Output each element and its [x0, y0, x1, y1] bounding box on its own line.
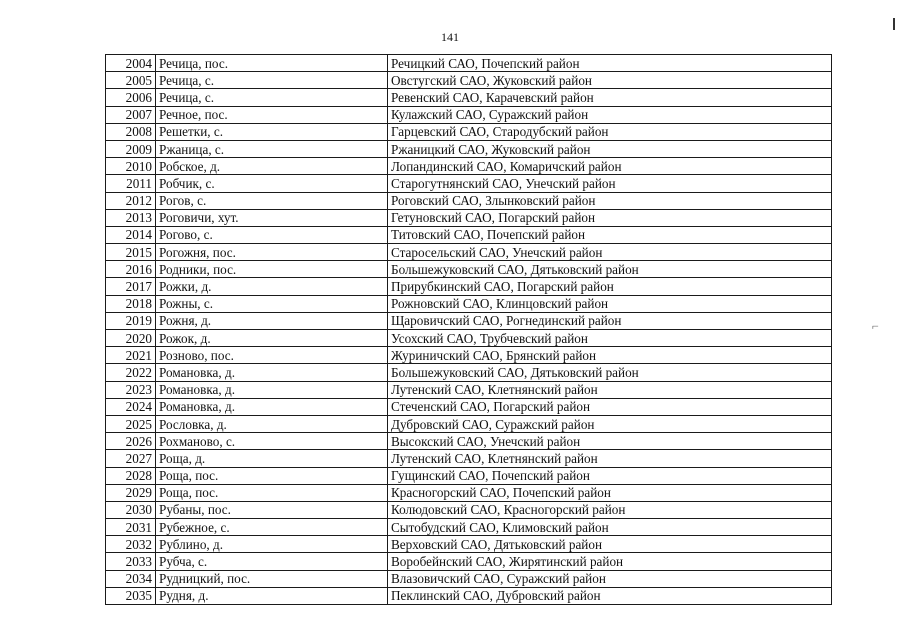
table-row [106, 295, 832, 312]
table-row [106, 398, 832, 415]
row-number-cell: 2008 [106, 123, 156, 140]
row-number-cell: 2013 [106, 209, 156, 226]
table-row [106, 209, 832, 226]
table-row [106, 553, 832, 570]
table-row [106, 175, 832, 192]
settlement-name-cell: Рубаны, пос. [156, 501, 388, 518]
settlement-name-cell: Родники, пос. [156, 261, 388, 278]
admin-unit-cell: Пеклинский САО, Дубровский район [388, 587, 832, 604]
admin-unit-cell: Старогутнянский САО, Унечский район [388, 175, 832, 192]
table-row [106, 55, 832, 72]
admin-unit-cell: Овстугский САО, Жуковский район [388, 72, 832, 89]
settlement-name-cell: Рубежное, с. [156, 519, 388, 536]
table-row [106, 536, 832, 553]
admin-unit-cell: Роговский САО, Злынковский район [388, 192, 832, 209]
row-number-cell: 2020 [106, 330, 156, 347]
row-number-cell: 2028 [106, 467, 156, 484]
page-number: 141 [441, 30, 459, 44]
settlement-name-cell: Рогово, с. [156, 226, 388, 243]
admin-unit-cell: Лутенский САО, Клетнянский район [388, 450, 832, 467]
row-number-cell: 2017 [106, 278, 156, 295]
admin-unit-cell: Усохский САО, Трубчевский район [388, 330, 832, 347]
admin-unit-cell: Гущинский САО, Почепский район [388, 467, 832, 484]
row-number-cell: 2019 [106, 312, 156, 329]
settlement-name-cell: Рудня, д. [156, 587, 388, 604]
table-row [106, 501, 832, 518]
admin-unit-cell: Гарцевский САО, Стародубский район [388, 123, 832, 140]
row-number-cell: 2022 [106, 364, 156, 381]
table-row [106, 312, 832, 329]
admin-unit-cell: Верховский САО, Дятьковский район [388, 536, 832, 553]
settlement-name-cell: Роговичи, хут. [156, 209, 388, 226]
admin-unit-cell: Щаровичский САО, Рогнединский район [388, 312, 832, 329]
row-number-cell: 2035 [106, 587, 156, 604]
admin-unit-cell: Старосельский САО, Унечский район [388, 244, 832, 261]
admin-unit-cell: Большежуковский САО, Дятьковский район [388, 364, 832, 381]
table-row [106, 570, 832, 587]
settlement-name-cell: Ржаница, с. [156, 140, 388, 157]
row-number-cell: 2029 [106, 484, 156, 501]
settlements-table [105, 54, 832, 605]
admin-unit-cell: Стеченский САО, Погарский район [388, 398, 832, 415]
table-row [106, 72, 832, 89]
table-row [106, 364, 832, 381]
row-number-cell: 2023 [106, 381, 156, 398]
settlement-name-cell: Рублино, д. [156, 536, 388, 553]
settlement-name-cell: Речное, пос. [156, 106, 388, 123]
settlement-name-cell: Рогов, с. [156, 192, 388, 209]
settlement-name-cell: Речица, с. [156, 72, 388, 89]
settlement-name-cell: Речица, с. [156, 89, 388, 106]
row-number-cell: 2027 [106, 450, 156, 467]
settlement-name-cell: Роща, д. [156, 450, 388, 467]
row-number-cell: 2009 [106, 140, 156, 157]
row-number-cell: 2030 [106, 501, 156, 518]
settlement-name-cell: Роща, пос. [156, 467, 388, 484]
table-row [106, 587, 832, 604]
admin-unit-cell: Ревенский САО, Карачевский район [388, 89, 832, 106]
row-number-cell: 2006 [106, 89, 156, 106]
admin-unit-cell: Рожновский САО, Клинцовский район [388, 295, 832, 312]
admin-unit-cell: Влазовичский САО, Суражский район [388, 570, 832, 587]
row-number-cell: 2010 [106, 158, 156, 175]
row-number-cell: 2014 [106, 226, 156, 243]
admin-unit-cell: Высокский САО, Унечский район [388, 433, 832, 450]
row-number-cell: 2012 [106, 192, 156, 209]
table-row [106, 192, 832, 209]
table-row [106, 433, 832, 450]
table-row [106, 519, 832, 536]
table-row [106, 347, 832, 364]
settlement-name-cell: Рожки, д. [156, 278, 388, 295]
row-number-cell: 2004 [106, 55, 156, 72]
settlement-name-cell: Романовка, д. [156, 381, 388, 398]
row-number-cell: 2032 [106, 536, 156, 553]
table-row [106, 106, 832, 123]
settlement-name-cell: Розново, пос. [156, 347, 388, 364]
row-number-cell: 2015 [106, 244, 156, 261]
table-row [106, 415, 832, 432]
row-number-cell: 2025 [106, 415, 156, 432]
row-number-cell: 2024 [106, 398, 156, 415]
table-row [106, 89, 832, 106]
admin-unit-cell: Воробейнский САО, Жирятинский район [388, 553, 832, 570]
row-number-cell: 2033 [106, 553, 156, 570]
settlement-name-cell: Рожок, д. [156, 330, 388, 347]
settlement-name-cell: Робчик, с. [156, 175, 388, 192]
table-row [106, 244, 832, 261]
admin-unit-cell: Красногорский САО, Почепский район [388, 484, 832, 501]
admin-unit-cell: Кулажский САО, Суражский район [388, 106, 832, 123]
settlement-name-cell: Речица, пос. [156, 55, 388, 72]
table-row [106, 261, 832, 278]
admin-unit-cell: Прирубкинский САО, Погарский район [388, 278, 832, 295]
settlement-name-cell: Рубча, с. [156, 553, 388, 570]
row-number-cell: 2005 [106, 72, 156, 89]
admin-unit-cell: Титовский САО, Почепский район [388, 226, 832, 243]
admin-unit-cell: Ржаницкий САО, Жуковский район [388, 140, 832, 157]
table-row [106, 158, 832, 175]
admin-unit-cell: Журиничский САО, Брянский район [388, 347, 832, 364]
admin-unit-cell: Гетуновский САО, Погарский район [388, 209, 832, 226]
margin-mark [893, 18, 895, 30]
table-row [106, 381, 832, 398]
admin-unit-cell: Дубровский САО, Суражский район [388, 415, 832, 432]
margin-hook-mark: ⌐ [872, 319, 879, 333]
settlement-name-cell: Рословка, д. [156, 415, 388, 432]
row-number-cell: 2016 [106, 261, 156, 278]
table-row [106, 330, 832, 347]
settlement-name-cell: Романовка, д. [156, 398, 388, 415]
row-number-cell: 2018 [106, 295, 156, 312]
table-row [106, 140, 832, 157]
admin-unit-cell: Сытобудский САО, Климовский район [388, 519, 832, 536]
admin-unit-cell: Колюдовский САО, Красногорский район [388, 501, 832, 518]
settlement-name-cell: Робское, д. [156, 158, 388, 175]
admin-unit-cell: Речицкий САО, Почепский район [388, 55, 832, 72]
row-number-cell: 2007 [106, 106, 156, 123]
row-number-cell: 2021 [106, 347, 156, 364]
settlement-name-cell: Решетки, с. [156, 123, 388, 140]
row-number-cell: 2031 [106, 519, 156, 536]
row-number-cell: 2026 [106, 433, 156, 450]
settlement-name-cell: Рудницкий, пос. [156, 570, 388, 587]
row-number-cell: 2011 [106, 175, 156, 192]
admin-unit-cell: Большежуковский САО, Дятьковский район [388, 261, 832, 278]
admin-unit-cell: Лопандинский САО, Комаричский район [388, 158, 832, 175]
settlement-name-cell: Романовка, д. [156, 364, 388, 381]
table-row [106, 467, 832, 484]
table-row [106, 278, 832, 295]
settlement-name-cell: Рохманово, с. [156, 433, 388, 450]
settlement-name-cell: Рожны, с. [156, 295, 388, 312]
settlements-table-body [106, 55, 832, 605]
settlement-name-cell: Рогожня, пос. [156, 244, 388, 261]
settlement-name-cell: Рожня, д. [156, 312, 388, 329]
table-row [106, 123, 832, 140]
table-row [106, 226, 832, 243]
settlement-name-cell: Роща, пос. [156, 484, 388, 501]
table-row [106, 484, 832, 501]
table-row [106, 450, 832, 467]
row-number-cell: 2034 [106, 570, 156, 587]
admin-unit-cell: Лутенский САО, Клетнянский район [388, 381, 832, 398]
